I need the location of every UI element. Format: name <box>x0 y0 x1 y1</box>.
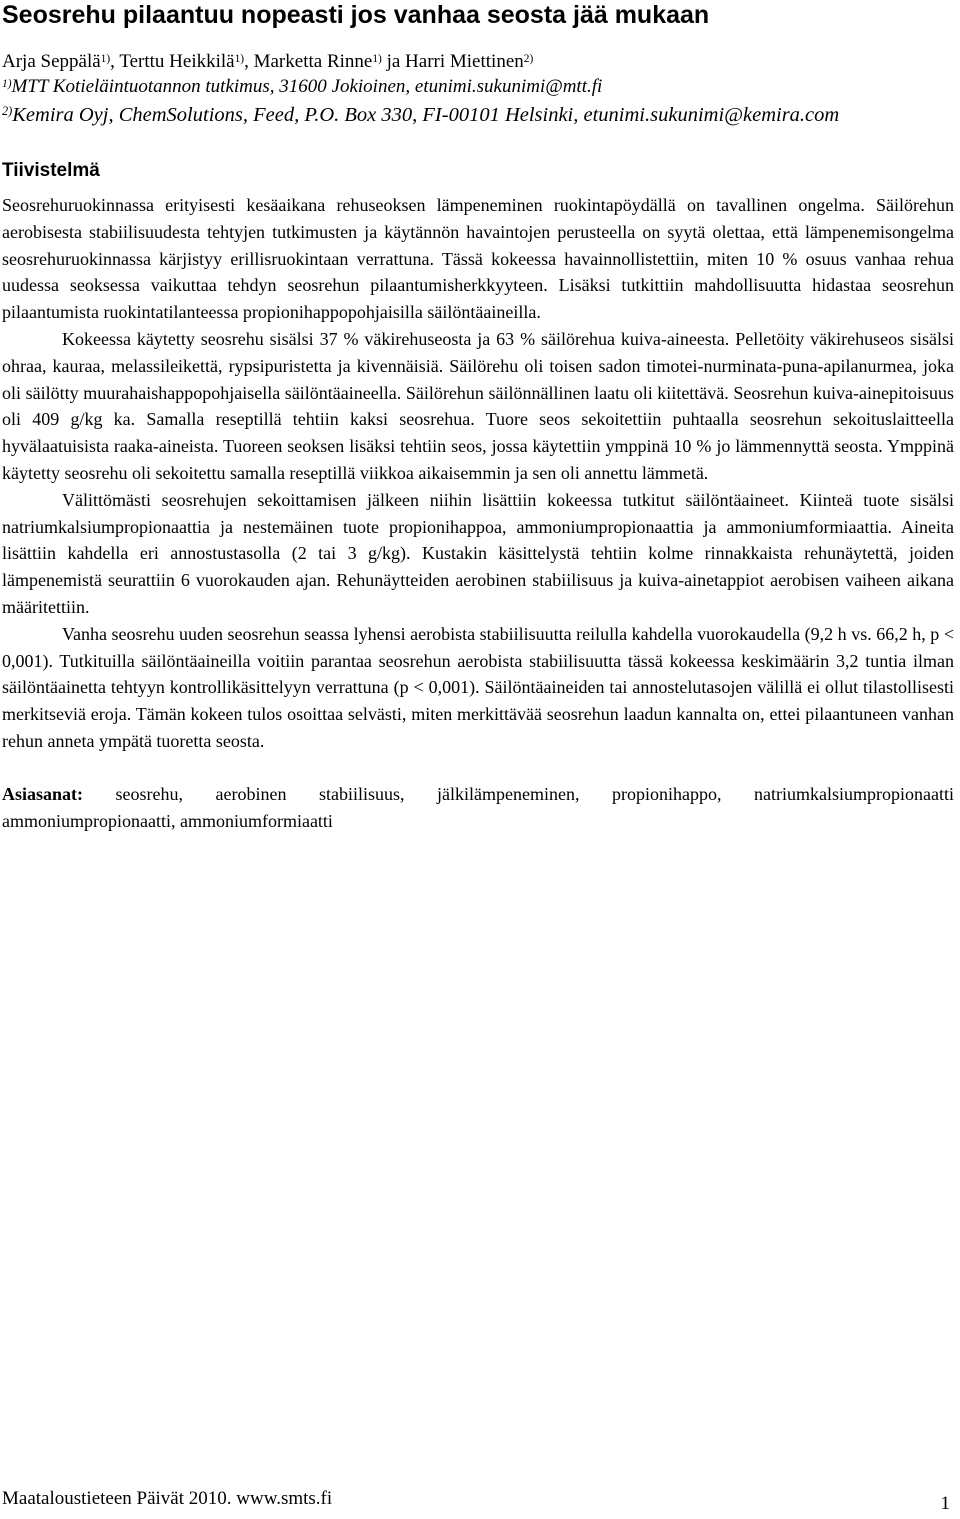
author-affiliation-marker: 1) <box>234 52 245 65</box>
affiliation-marker: 1) <box>2 77 12 90</box>
author-name: Terttu Heikkilä <box>119 51 235 72</box>
keywords <box>2 781 954 835</box>
affiliation-text: Kemira Oyj, ChemSolutions, Feed, P.O. Box 330, FI-00101 Helsinki, etunimi.sukunimi@kemira.com <box>12 104 840 126</box>
abstract-paragraph: Välittömästi seosrehujen sekoittamisen jälkeen niihin lisättiin kokeessa tutkitut säilöntäaineet. Kiinteä tuote sisälsi natriumkalsiumpropionaattia ja nestemäinen tuote propionihappoa, ammoniumpropionaattia ja ammoniumformiaattia. Aineita lisättiin kahdella eri annostustasolla (2 tai 3 g/kg). Kustakin käsittelystä tehtiin kolme rinnakkaista rehunäytettä, joiden lämpenemistä seurattiin 6 vuorokauden ajan. Rehunäytteiden aerobinen stabiilisuus ja kuiva-ainetappiot aerobisen vaiheen aikana määritettiin. <box>2 489 954 617</box>
page-number: 1 <box>940 1493 950 1514</box>
author-separator: ja <box>381 51 406 72</box>
affiliation-marker: 2) <box>2 104 13 119</box>
affiliation-line <box>2 102 839 128</box>
author-name: Marketta Rinne <box>253 51 373 72</box>
author-separator: , <box>244 51 254 72</box>
affiliation-text: MTT Kotieläintuotannon tutkimus, 31600 Jokioinen, etunimi.sukunimi@mtt.fi <box>11 76 603 97</box>
author-affiliation-marker: 1) <box>372 52 382 65</box>
abstract-body <box>2 192 954 834</box>
abstract-paragraph: Kokeessa käytetty seosrehu sisälsi 37 % väkirehuseosta ja 63 % säilörehua kuiva-aineesta. Pelletöity väkirehuseos sisälsi ohraa, kauraa, melassileikettä, rypsipuristetta ja kivennäisiä. Säilörehu oli toisen sadon timotei-nurminata-puna-apilanurmea, joka oli säilötty muurahaishappopohjaisella säilöntäaineella. Säilörehun säilönnällinen laatu oli kiitettävä. Seosrehun kuiva-ainepitoisuus oli 409 g/kg ka. Samalla reseptillä tehtiin kaksi seosrehua. Tuore seos sekoitettiin puhtaalla seosrehun sekoituslaitteella hyvälaatuisista raaka-aineista. Tuoreen seoksen lisäksi tehtiin seos, jossa käytettiin ymppinä 10 % jo lämmennyttä seosta. Ymppinä käytetty seosrehu oli sekoitettu samalla reseptillä viikkoa aikaisemmin ja sen oli annettu lämmetä. <box>2 328 954 483</box>
author-affiliation-marker: 1) <box>100 52 111 65</box>
author-affiliation-marker: 2) <box>523 52 534 65</box>
author-list <box>2 50 533 74</box>
keywords-text: seosrehu, aerobinen stabiilisuus, jälkilämpeneminen, propionihappo, natriumkalsiumpropionaatti ammoniumpropionaatti, ammoniumformiaatti <box>2 783 954 831</box>
abstract-paragraph: Vanha seosrehu uuden seosrehun seassa lyhensi aerobista stabiilisuutta reilulla kahdella vuorokaudella (9,2 h vs. 66,2 h, p < 0,001). Tutkituilla säilöntäaineilla voitiin parantaa seosrehun aerobista stabiilisuutta tässä kokeessa keskimäärin 3,2 tuntia ilman säilöntäainetta tehtyyn kontrollikäsittelyyn verrattuna (p < 0,001). Säilöntäaineiden tai annostelutasojen välillä ei ollut tilastollisesti merkitseviä eroja. Tämän kokeen tulos osoittaa selvästi, miten merkittävää seosrehun laadun kannalta on, ettei pilaantuneen vanhan rehun anneta ympätä tuoretta seosta. <box>2 623 954 751</box>
author-separator: , <box>110 51 120 72</box>
paper-title: Seosrehu pilaantuu nopeasti jos vanhaa seosta jää mukaan <box>2 1 710 29</box>
affiliation-line <box>2 75 602 99</box>
abstract-paragraph: Seosrehuruokinnassa erityisesti kesäaikana rehuseoksen lämpeneminen ruokintapöydällä on tavallinen ongelma. Säilörehun aerobisesta stabiilisuudesta tehtyjen tutkimusten ja käytännön havaintojen perusteella on syytä olettaa, että lämpenemisongelma seosrehuruokinnassa kärjistyy erillisruokintaan verrattuna. Tässä kokeessa havainnollistettiin, miten 10 % osuus vanhaa rehua uudessa seoksessa vaikuttaa tehdyn seosrehun pilaantumisherkkyyteen. Lisäksi tutkittiin mahdollisuutta hidastaa seosrehun pilaantumista ruokintatilanteessa propionihappopohjaisilla säilöntäaineilla. <box>2 195 954 323</box>
author-name: Arja Seppälä <box>2 51 101 72</box>
abstract-heading: Tiivistelmä <box>2 160 100 181</box>
author-name: Harri Miettinen <box>405 51 524 72</box>
footer-text: Maataloustieteen Päivät 2010. www.smts.fi <box>2 1488 333 1509</box>
keywords-label: Asiasanat: <box>2 783 84 804</box>
